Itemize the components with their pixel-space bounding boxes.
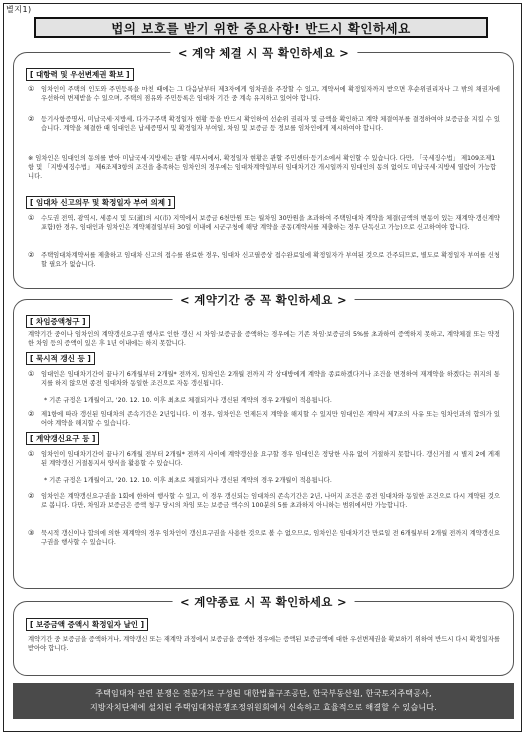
list-item <box>28 251 500 269</box>
item-number: ③ <box>28 529 35 537</box>
item-text: 임차인은 계약갱신요구권을 1회에 한하여 행사할 수 있고, 이 경우 갱신되는 임대차의 존속기간은 2년, 나머지 조건은 종전 임대차와 동일한 조건으로 다시 계약된 것으로 봅니다. 다만, 차임과 보증금은 증액 청구 당시의 차임 또는 보증금 액수의 100분의 5를 초과하지 아니하는 범위에서만 가능합니다. <box>41 493 500 510</box>
note-text: ※ 임차인은 임대인의 동의를 받아 미납국세·지방세는 관할 세무서에서, 확정일자 현황은 관할 주민센터·등기소에서 확인할 수 있습니다. 다만, 「국세징수법」 제109조제1항 및 「지방세징수법」 제6조제3항의 조건을 충족하는 임차인의 경우에는 임대차계약일부터 임대차기간 개시일까지 임대인의 동의 없이도 미납국세·지방세 열람이 가능합니다. <box>28 155 497 181</box>
section-title: < 계약 체결 시 꼭 확인하세요 > <box>170 45 357 61</box>
sub-heading-renewal-request: [ 계약갱신요구 등 ] <box>26 432 99 445</box>
annex-label: 별지1) <box>6 5 32 14</box>
list-item <box>28 492 500 510</box>
item-text: 제1항에 따라 갱신된 임대차의 존속기간은 2년입니다. 이 경우, 임차인은 언제든지 계약을 해지할 수 있지만 임대인은 계약서 제7조의 사유 또는 임차인과의 합의가 있어야 계약을 해지할 수 있습니다. <box>41 411 500 428</box>
document-title: 법의 보호를 받기 위한 중요사항! 반드시 확인하세요 <box>34 17 488 38</box>
item-number: ① <box>28 450 35 458</box>
item-number: ② <box>28 115 35 123</box>
footer-notice <box>13 683 514 719</box>
sub-heading-implicit-renewal: [ 묵시적 갱신 등 ] <box>26 352 95 365</box>
item-number: ① <box>28 370 35 378</box>
list-item <box>28 214 500 232</box>
item-number: ② <box>28 410 35 418</box>
item-text: 주택임대차계약서를 제출하고 임대차 신고의 접수를 완료한 경우, 임대차 신고필증상 접수완료일에 확정일자가 부여된 것으로 간주되므로, 별도로 확정일자 부여를 신청할 필요가 없습니다. <box>41 252 500 269</box>
item-number: ① <box>28 214 35 222</box>
item-text: 임차인이 임대차기간이 끝나기 6개월 전부터 2개월* 전까지 사이에 계약갱신을 요구할 경우 임대인은 정당한 사유 없이 거절하지 못합니다. 갱신거절 시 별지 2에 게재된 계약갱신 거절통지서 양식을 활용할 수 있습니다. <box>41 451 500 468</box>
footer-line-2: 지방자치단체에 설치된 주택임대차분쟁조정위원회에서 신속하고 효율적으로 해결할 수 있습니다. <box>90 703 437 712</box>
item-text: 수도권 전역, 광역시, 세종시 및 도(道)의 시(市) 지역에서 보증금 6천만원 또는 월차임 30만원을 초과하여 주택임대차 계약을 체결(금액의 변동이 있는 재계약·갱신계약 포함)한 경우, 임대인과 임차인은 계약체결일부터 30일 이내에 시군구청에 해당 계약을 공동(계약서를 제출하는 경우 단독신고 가능)으로 신고하여야 합니다. <box>41 215 500 232</box>
section-title: < 계약기간 중 꼭 확인하세요 > <box>172 292 355 308</box>
item-number: ② <box>28 492 35 500</box>
paragraph-text: 계약기간 중 보증금을 증액하거나, 계약갱신 또는 재계약 과정에서 보증금을 증액한 경우에는 증액된 보증금액에 대한 우선변제권을 확보하기 위하여 반드시 다시 확정일자를 받아야 합니다. <box>28 636 500 653</box>
item-text: 임대인은 임대차기간이 끝나기 6개월부터 2개월* 전까지, 임차인은 2개월 전까지 각 상대방에게 계약을 종료하겠다거나 조건을 변경하여 재계약을 하겠다는 취지의 통지를 하지 않으면 종전 임대차와 동일한 조건으로 자동 갱신됩니다. <box>41 371 500 388</box>
item-number: ② <box>28 251 35 259</box>
section-contract-end <box>13 595 514 676</box>
sub-heading-priority: [ 대항력 및 우선변제권 확보 ] <box>26 68 134 81</box>
item-text: 임차인이 주택의 인도와 주민등록을 마친 때에는 그 다음날부터 제3자에게 임차권을 주장할 수 있고, 계약서에 확정일자까지 받으면 후순위권리자나 그 밖의 채권자에 우선하여 변제받을 수 있으며, 주택의 점유와 주민등록은 임대차 기간 중 계속 유지하고 있어야 합니다. <box>41 86 500 103</box>
note-text: * 기존 규정은 1개월이고, '20. 12. 10. 이후 최초로 체결되거나 갱신된 계약의 경우 2개월이 적용됩니다. <box>44 477 332 484</box>
sub-heading-rent-increase: [ 차임증액청구 ] <box>26 315 90 328</box>
list-item <box>28 115 500 133</box>
sub-heading-deposit-increase: [ 보증금액 증액시 확정일자 날인 ] <box>26 618 148 631</box>
item-text: 등기사항증명서, 미납국세·지방세, 다가구주택 확정일자 현황 등을 반드시 확인하여 선순위 권리자 및 금액을 확인하고 계약 체결여부를 결정하여야 보증금을 지킬 수 있습니다. 계약을 체결한 때 임대인은 납세증명서 및 확정일자 부여일, 차임 및 보증금 등 정보를 임차인에게 제시하여야 합니다. <box>41 116 500 133</box>
item-text: 묵시적 갱신이나 합의에 의한 재계약의 경우 임차인이 갱신요구권을 사용한 것으로 볼 수 없으므로, 임차인은 임대차기간 만료일 전 6개월부터 2개월 전까지 계약갱신요구권을 행사할 수 있습니다. <box>41 530 500 547</box>
list-item <box>28 85 500 103</box>
footer-line-1: 주택임대차 관련 분쟁은 전문가로 구성된 대한법률구조공단, 한국부동산원, 한국토지주택공사, <box>95 689 432 698</box>
list-item <box>28 370 500 388</box>
section-during-contract <box>13 293 514 589</box>
paragraph-text: 계약기간 중이나 임차인의 계약갱신요구권 행사로 인한 갱신 시 차임·보증금을 증액하는 경우에는 기존 차임·보증금의 5%를 초과하여 증액하지 못하고, 계약체결 또는 약정한 차임 등의 증액이 있은 후 1년 이내에는 하지 못합니다. <box>28 331 500 348</box>
note-text: * 기존 규정은 1개월이고, '20. 12. 10. 이후 최초로 체결되거나 갱신된 계약의 경우 2개월이 적용됩니다. <box>44 397 332 404</box>
list-item <box>28 529 500 547</box>
list-item <box>28 450 500 468</box>
sub-heading-report-duty: [ 임대차 신고의무 및 확정일자 부여 의제 ] <box>26 196 175 209</box>
section-title: < 계약종료 시 꼭 확인하세요 > <box>172 594 355 610</box>
section-contract-signing <box>13 46 514 289</box>
list-item <box>28 410 500 428</box>
item-number: ① <box>28 85 35 93</box>
